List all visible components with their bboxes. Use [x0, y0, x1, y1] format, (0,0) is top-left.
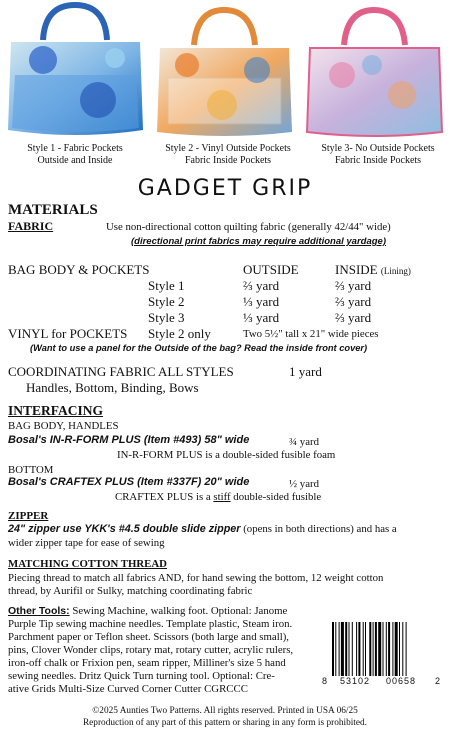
table-row-style1-outside: ⅔ yard: [243, 278, 280, 293]
barcode-digits-2: 00658: [386, 676, 417, 686]
fabric-heading: FABRIC: [8, 219, 54, 233]
interfacing-item-inrform: Bosal's IN-R-FORM PLUS (Item #493) 58" wide: [8, 434, 250, 446]
table-row-style2-label: Style 2: [148, 294, 185, 309]
fabric-note: (directional print fabrics may require additional yardage): [131, 236, 386, 247]
barcode-bars: [332, 622, 432, 676]
thread-line1: Piecing thread to match all fabrics AND, for hand sewing the bottom, 12 weight cotton: [8, 572, 384, 584]
table-row-style3-outside: ⅓ yard: [243, 310, 280, 325]
interfacing-item-craftex-amount: ½ yard: [289, 478, 319, 490]
coordinating-detail: Handles, Bottom, Binding, Bows: [26, 380, 199, 395]
coordinating-amount: 1 yard: [289, 364, 322, 379]
interfacing-sub-bottom: BOTTOM: [8, 464, 54, 476]
table-col-bag-body: BAG BODY & POCKETS: [8, 262, 150, 277]
materials-heading: MATERIALS: [8, 202, 98, 218]
footer-reproduction: Reproduction of any part of this pattern or sharing in any form is prohibited.: [82, 718, 367, 728]
bag-photo-style1: [3, 0, 148, 140]
interfacing-item-craftex-desc: CRAFTEX PLUS is a stiff double-sided fusible: [115, 491, 322, 503]
page-title: GADGET GRIP: [137, 176, 313, 201]
interfacing-heading: INTERFACING: [8, 403, 104, 418]
caption-style1: Style 1 - Fabric Pockets Outside and Inside: [27, 143, 123, 166]
table-row-style1-label: Style 1: [148, 278, 185, 293]
table-row-style3-inside: ⅔ yard: [335, 310, 372, 325]
zipper-line2: wider zipper tape for ease of sewing: [8, 537, 165, 549]
table-row-style3-label: Style 3: [148, 310, 185, 325]
coordinating-label: COORDINATING FABRIC ALL STYLES: [8, 364, 234, 379]
caption-style3: Style 3- No Outside Pockets Fabric Inside Pockets: [321, 143, 435, 166]
table-row-style1-inside: ⅔ yard: [335, 278, 372, 293]
panel-note: (Want to use a panel for the Outside of the bag? Read the inside front cover): [30, 343, 368, 353]
caption-style2: Style 2 - Vinyl Outside Pockets Fabric Inside Pockets: [165, 143, 291, 166]
bag-photo-style2: [152, 0, 297, 140]
table-row-style2-outside: ⅓ yard: [243, 294, 280, 309]
barcode-digits-1: 53102: [340, 676, 371, 686]
interfacing-sub-bag-body: BAG BODY, HANDLES: [8, 420, 119, 432]
footer-copyright: ©2025 Aunties Two Patterns. All rights reserved. Printed in USA 06/25: [92, 706, 358, 716]
interfacing-item-inrform-desc: IN-R-FORM PLUS is a double-sided fusible foam: [117, 449, 336, 461]
thread-heading: MATCHING COTTON THREAD: [8, 558, 167, 570]
interfacing-item-inrform-amount: ¾ yard: [289, 436, 319, 448]
vinyl-label: VINYL for POCKETS: [8, 326, 128, 341]
vinyl-amount: Two 5½" tall x 21" wide pieces: [243, 328, 379, 340]
table-row-style2-inside: ⅔ yard: [335, 294, 372, 309]
barcode-digit-left: 8: [322, 676, 328, 686]
vinyl-style: Style 2 only: [148, 326, 211, 341]
tools-block: Other Tools: Sewing Machine, walking foot. Optional: Janome Purple Tip sewing machine needles. Template plastic, Steam iron. Parchment paper or Teflon sheet. Scissors (both large and small), pins, Clover Wonder clips, rotary mat, rotary cutter, acrylic rulers, iron-off chalk or Frixion pen, seam ripper, Milliner's size 5 hand sewing needles. Dritz Quick Turn turning tool. Optional: Cre- ative Grids Multi-Size Curved Corner Cutter CGRCCC: [8, 605, 294, 695]
zipper-line1: 24" zipper use YKK's #4.5 double slide zipper (opens in both directions) and has a: [8, 523, 397, 535]
barcode: [322, 622, 441, 688]
table-col-inside: INSIDE (Lining): [335, 262, 411, 277]
table-col-outside: OUTSIDE: [243, 262, 299, 277]
thread-line2: thread, by Aurifil or Sulky, matching coordinating fabric: [8, 585, 253, 597]
interfacing-item-craftex: Bosal's CRAFTEX PLUS (Item #337F) 20" wide: [8, 476, 250, 488]
fabric-text: Use non-directional cotton quilting fabric (generally 42/44" wide): [106, 221, 391, 233]
zipper-heading: ZIPPER: [8, 510, 49, 522]
barcode-digit-right: 2: [435, 676, 441, 686]
bag-photo-style3: [302, 0, 447, 140]
